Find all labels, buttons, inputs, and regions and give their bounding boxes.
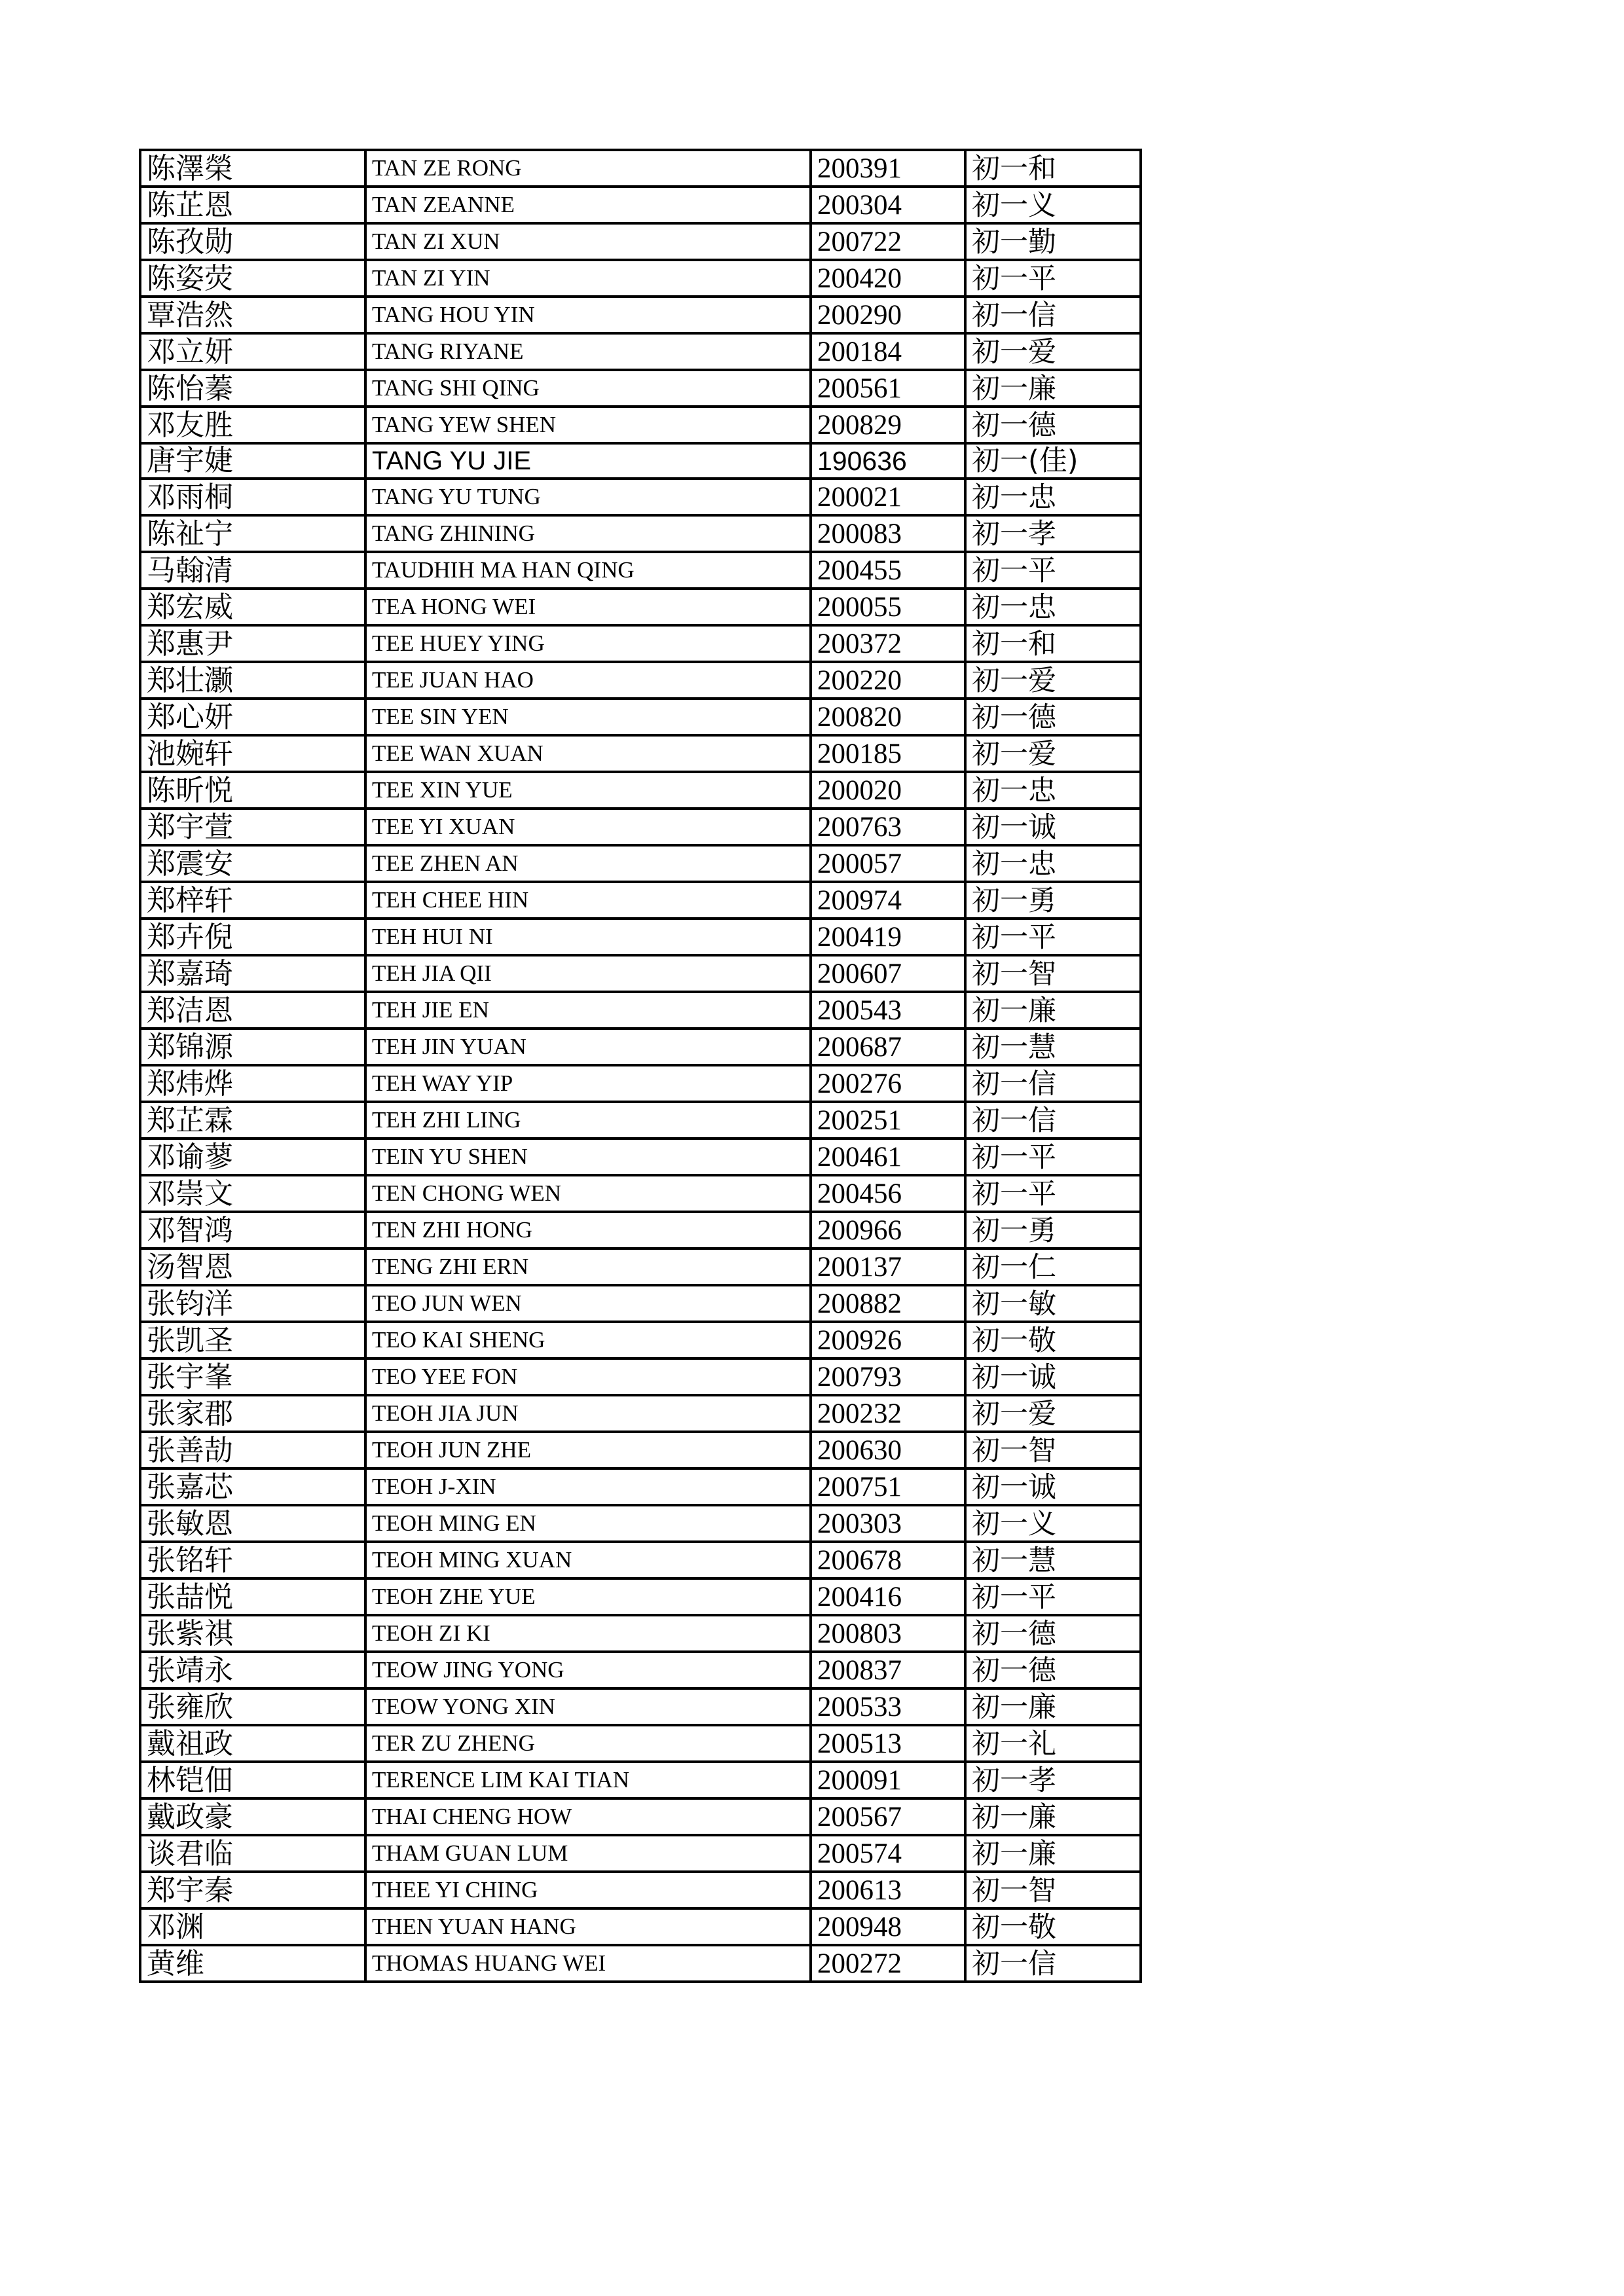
english-name-cell: THEN YUAN HANG — [365, 1908, 811, 1945]
student-id-cell: 200687 — [811, 1029, 965, 1065]
chinese-name-cell: 林铠佃 — [140, 1762, 365, 1798]
student-id-cell: 200966 — [811, 1212, 965, 1248]
student-id-cell: 200137 — [811, 1248, 965, 1285]
class-cell: 初一廉 — [965, 1798, 1141, 1835]
class-cell: 初一慧 — [965, 1029, 1141, 1065]
table-row — [140, 1395, 1141, 1432]
table-row — [140, 1908, 1141, 1945]
chinese-name-cell: 郑锦源 — [140, 1029, 365, 1065]
student-id-cell: 200290 — [811, 297, 965, 333]
chinese-name-cell: 邓雨桐 — [140, 479, 365, 515]
student-id-cell: 200607 — [811, 955, 965, 992]
english-name-cell: THOMAS HUANG WEI — [365, 1945, 811, 1982]
english-name-cell: TEOW JING YONG — [365, 1652, 811, 1688]
class-cell: 初一诚 — [965, 1358, 1141, 1395]
class-cell: 初一义 — [965, 1505, 1141, 1542]
student-id-cell: 200461 — [811, 1139, 965, 1175]
table-row — [140, 443, 1141, 479]
english-name-cell: TEOW YONG XIN — [365, 1688, 811, 1725]
table-row — [140, 1432, 1141, 1468]
student-id-cell: 200419 — [811, 919, 965, 955]
table-row — [140, 297, 1141, 333]
chinese-name-cell: 张善劼 — [140, 1432, 365, 1468]
student-id-cell: 200837 — [811, 1652, 965, 1688]
student-id-cell: 200513 — [811, 1725, 965, 1762]
chinese-name-cell: 邓友胜 — [140, 407, 365, 443]
student-id-cell: 200184 — [811, 333, 965, 370]
chinese-name-cell: 陈怡蓁 — [140, 370, 365, 407]
student-id-cell: 200372 — [811, 625, 965, 662]
table-row — [140, 1358, 1141, 1395]
english-name-cell: TEOH JIA JUN — [365, 1395, 811, 1432]
student-id-cell: 200455 — [811, 552, 965, 589]
chinese-name-cell: 郑炜烨 — [140, 1065, 365, 1102]
english-name-cell: TERENCE LIM KAI TIAN — [365, 1762, 811, 1798]
table-row — [140, 1175, 1141, 1212]
chinese-name-cell: 郑芷霖 — [140, 1102, 365, 1139]
class-cell: 初一和 — [965, 625, 1141, 662]
english-name-cell: TEO YEE FON — [365, 1358, 811, 1395]
class-cell: 初一廉 — [965, 1688, 1141, 1725]
class-cell: 初一忠 — [965, 479, 1141, 515]
class-cell: 初一爱 — [965, 1395, 1141, 1432]
table-row — [140, 1029, 1141, 1065]
english-name-cell: TAN ZEANNE — [365, 187, 811, 223]
chinese-name-cell: 谈君临 — [140, 1835, 365, 1872]
class-cell: 初一廉 — [965, 370, 1141, 407]
chinese-name-cell: 黄维 — [140, 1945, 365, 1982]
chinese-name-cell: 张宇峯 — [140, 1358, 365, 1395]
class-cell: 初一智 — [965, 1432, 1141, 1468]
class-cell: 初一德 — [965, 699, 1141, 735]
table-row — [140, 1102, 1141, 1139]
student-id-cell: 200829 — [811, 407, 965, 443]
class-cell: 初一忠 — [965, 845, 1141, 882]
english-name-cell: TANG ZHINING — [365, 515, 811, 552]
chinese-name-cell: 张家郡 — [140, 1395, 365, 1432]
english-name-cell: TEE XIN YUE — [365, 772, 811, 809]
table-row — [140, 735, 1141, 772]
class-cell: 初一忠 — [965, 772, 1141, 809]
class-cell: 初一勇 — [965, 1212, 1141, 1248]
class-cell: 初一信 — [965, 297, 1141, 333]
english-name-cell: TEE ZHEN AN — [365, 845, 811, 882]
table-row — [140, 955, 1141, 992]
table-row — [140, 1578, 1141, 1615]
table-row — [140, 1285, 1141, 1322]
chinese-name-cell: 戴祖政 — [140, 1725, 365, 1762]
english-name-cell: TEH WAY YIP — [365, 1065, 811, 1102]
class-cell: 初一廉 — [965, 1835, 1141, 1872]
chinese-name-cell: 张敏恩 — [140, 1505, 365, 1542]
table-row — [140, 1725, 1141, 1762]
student-id-cell: 200232 — [811, 1395, 965, 1432]
table-row — [140, 1065, 1141, 1102]
english-name-cell: TEH ZHI LING — [365, 1102, 811, 1139]
student-id-cell: 200304 — [811, 187, 965, 223]
class-cell: 初一爱 — [965, 333, 1141, 370]
student-id-cell: 200974 — [811, 882, 965, 919]
table-row — [140, 150, 1141, 187]
english-name-cell: TEOH ZI KI — [365, 1615, 811, 1652]
chinese-name-cell: 郑惠尹 — [140, 625, 365, 662]
table-row — [140, 772, 1141, 809]
english-name-cell: TANG HOU YIN — [365, 297, 811, 333]
table-row — [140, 1798, 1141, 1835]
class-cell: 初一德 — [965, 407, 1141, 443]
student-id-cell: 200416 — [811, 1578, 965, 1615]
table-row — [140, 1835, 1141, 1872]
student-id-cell: 200630 — [811, 1432, 965, 1468]
chinese-name-cell: 陈澤榮 — [140, 150, 365, 187]
table-row — [140, 1139, 1141, 1175]
english-name-cell: TEO JUN WEN — [365, 1285, 811, 1322]
chinese-name-cell: 邓智鸿 — [140, 1212, 365, 1248]
class-cell: 初一平 — [965, 260, 1141, 297]
chinese-name-cell: 陈姿荧 — [140, 260, 365, 297]
student-id-cell: 200055 — [811, 589, 965, 625]
class-cell: 初一仁 — [965, 1248, 1141, 1285]
english-name-cell: TER ZU ZHENG — [365, 1725, 811, 1762]
chinese-name-cell: 张钧洋 — [140, 1285, 365, 1322]
chinese-name-cell: 陈芷恩 — [140, 187, 365, 223]
student-id-cell: 200020 — [811, 772, 965, 809]
class-cell: 初一平 — [965, 1578, 1141, 1615]
student-id-cell: 200574 — [811, 1835, 965, 1872]
chinese-name-cell: 汤智恩 — [140, 1248, 365, 1285]
student-id-cell: 200561 — [811, 370, 965, 407]
english-name-cell: TANG YU TUNG — [365, 479, 811, 515]
student-id-cell: 200420 — [811, 260, 965, 297]
student-id-cell: 200220 — [811, 662, 965, 699]
class-cell: 初一德 — [965, 1652, 1141, 1688]
student-id-cell: 200543 — [811, 992, 965, 1029]
class-cell: 初一孝 — [965, 515, 1141, 552]
class-cell: 初一敬 — [965, 1908, 1141, 1945]
table-row — [140, 260, 1141, 297]
chinese-name-cell: 邓立妍 — [140, 333, 365, 370]
chinese-name-cell: 陈昕悦 — [140, 772, 365, 809]
chinese-name-cell: 张靖永 — [140, 1652, 365, 1688]
table-row — [140, 625, 1141, 662]
student-id-cell: 200185 — [811, 735, 965, 772]
chinese-name-cell: 郑心妍 — [140, 699, 365, 735]
english-name-cell: TEE SIN YEN — [365, 699, 811, 735]
table-row — [140, 333, 1141, 370]
table-row — [140, 699, 1141, 735]
class-cell: 初一勇 — [965, 882, 1141, 919]
class-cell: 初一诚 — [965, 809, 1141, 845]
student-id-cell: 200567 — [811, 1798, 965, 1835]
chinese-name-cell: 邓崇文 — [140, 1175, 365, 1212]
table-row — [140, 919, 1141, 955]
chinese-name-cell: 马翰清 — [140, 552, 365, 589]
chinese-name-cell: 张嘉芯 — [140, 1468, 365, 1505]
table-row — [140, 1615, 1141, 1652]
class-cell: 初一平 — [965, 919, 1141, 955]
class-cell: 初一爱 — [965, 662, 1141, 699]
class-cell: 初一智 — [965, 955, 1141, 992]
english-name-cell: TEE JUAN HAO — [365, 662, 811, 699]
class-cell: 初一(佳) — [965, 443, 1141, 479]
table-row — [140, 515, 1141, 552]
table-row — [140, 992, 1141, 1029]
table-row — [140, 223, 1141, 260]
chinese-name-cell: 张紫祺 — [140, 1615, 365, 1652]
table-row — [140, 187, 1141, 223]
table-row — [140, 1762, 1141, 1798]
class-cell: 初一忠 — [965, 589, 1141, 625]
table-row — [140, 1542, 1141, 1578]
chinese-name-cell: 张铭轩 — [140, 1542, 365, 1578]
student-id-cell: 200882 — [811, 1285, 965, 1322]
english-name-cell: TEH JIA QII — [365, 955, 811, 992]
student-id-cell: 200948 — [811, 1908, 965, 1945]
table-row — [140, 552, 1141, 589]
student-id-cell: 200678 — [811, 1542, 965, 1578]
english-name-cell: THAI CHENG HOW — [365, 1798, 811, 1835]
english-name-cell: TEH JIE EN — [365, 992, 811, 1029]
student-roster-table — [139, 149, 1142, 1983]
chinese-name-cell: 邓渊 — [140, 1908, 365, 1945]
english-name-cell: TANG YEW SHEN — [365, 407, 811, 443]
student-id-cell: 200021 — [811, 479, 965, 515]
class-cell: 初一和 — [965, 150, 1141, 187]
class-cell: 初一勤 — [965, 223, 1141, 260]
chinese-name-cell: 郑宇秦 — [140, 1872, 365, 1908]
class-cell: 初一慧 — [965, 1542, 1141, 1578]
class-cell: 初一礼 — [965, 1725, 1141, 1762]
table-row — [140, 407, 1141, 443]
english-name-cell: TANG YU JIE — [365, 443, 811, 479]
chinese-name-cell: 郑卉倪 — [140, 919, 365, 955]
english-name-cell: THAM GUAN LUM — [365, 1835, 811, 1872]
english-name-cell: TEH JIN YUAN — [365, 1029, 811, 1065]
roster-body — [140, 150, 1141, 1982]
class-cell: 初一平 — [965, 552, 1141, 589]
chinese-name-cell: 覃浩然 — [140, 297, 365, 333]
table-row — [140, 1872, 1141, 1908]
student-id-cell: 200456 — [811, 1175, 965, 1212]
chinese-name-cell: 戴政豪 — [140, 1798, 365, 1835]
table-row — [140, 479, 1141, 515]
english-name-cell: TEE HUEY YING — [365, 625, 811, 662]
table-row — [140, 1468, 1141, 1505]
student-id-cell: 200276 — [811, 1065, 965, 1102]
student-id-cell: 200091 — [811, 1762, 965, 1798]
student-id-cell: 200613 — [811, 1872, 965, 1908]
class-cell: 初一爱 — [965, 735, 1141, 772]
english-name-cell: TEOH J-XIN — [365, 1468, 811, 1505]
english-name-cell: TEO KAI SHENG — [365, 1322, 811, 1358]
class-cell: 初一智 — [965, 1872, 1141, 1908]
english-name-cell: TEN ZHI HONG — [365, 1212, 811, 1248]
table-row — [140, 1688, 1141, 1725]
student-id-cell: 200803 — [811, 1615, 965, 1652]
class-cell: 初一信 — [965, 1065, 1141, 1102]
chinese-name-cell: 张凯圣 — [140, 1322, 365, 1358]
class-cell: 初一义 — [965, 187, 1141, 223]
chinese-name-cell: 郑震安 — [140, 845, 365, 882]
table-row — [140, 882, 1141, 919]
student-id-cell: 200751 — [811, 1468, 965, 1505]
table-row — [140, 1945, 1141, 1982]
chinese-name-cell: 郑嘉琦 — [140, 955, 365, 992]
chinese-name-cell: 郑壮灏 — [140, 662, 365, 699]
table-row — [140, 845, 1141, 882]
table-row — [140, 1212, 1141, 1248]
student-id-cell: 200533 — [811, 1688, 965, 1725]
student-id-cell: 200303 — [811, 1505, 965, 1542]
english-name-cell: TAN ZI XUN — [365, 223, 811, 260]
chinese-name-cell: 池婉轩 — [140, 735, 365, 772]
chinese-name-cell: 陈祉宁 — [140, 515, 365, 552]
class-cell: 初一信 — [965, 1102, 1141, 1139]
class-cell: 初一孝 — [965, 1762, 1141, 1798]
table-row — [140, 589, 1141, 625]
class-cell: 初一廉 — [965, 992, 1141, 1029]
student-id-cell: 200722 — [811, 223, 965, 260]
english-name-cell: TANG RIYANE — [365, 333, 811, 370]
english-name-cell: THEE YI CHING — [365, 1872, 811, 1908]
chinese-name-cell: 唐宇婕 — [140, 443, 365, 479]
chinese-name-cell: 张喆悦 — [140, 1578, 365, 1615]
class-cell: 初一诚 — [965, 1468, 1141, 1505]
student-id-cell: 200391 — [811, 150, 965, 187]
chinese-name-cell: 张雍欣 — [140, 1688, 365, 1725]
english-name-cell: TEE WAN XUAN — [365, 735, 811, 772]
english-name-cell: TAUDHIH MA HAN QING — [365, 552, 811, 589]
english-name-cell: TEIN YU SHEN — [365, 1139, 811, 1175]
table-row — [140, 1322, 1141, 1358]
english-name-cell: TAN ZI YIN — [365, 260, 811, 297]
student-id-cell: 200251 — [811, 1102, 965, 1139]
chinese-name-cell: 郑洁恩 — [140, 992, 365, 1029]
student-id-cell: 200820 — [811, 699, 965, 735]
class-cell: 初一敏 — [965, 1285, 1141, 1322]
table-row — [140, 809, 1141, 845]
class-cell: 初一敬 — [965, 1322, 1141, 1358]
student-id-cell: 200057 — [811, 845, 965, 882]
english-name-cell: TEOH ZHE YUE — [365, 1578, 811, 1615]
chinese-name-cell: 邓谕蓼 — [140, 1139, 365, 1175]
english-name-cell: TEOH MING EN — [365, 1505, 811, 1542]
class-cell: 初一平 — [965, 1175, 1141, 1212]
chinese-name-cell: 陈孜勋 — [140, 223, 365, 260]
table-row — [140, 662, 1141, 699]
class-cell: 初一信 — [965, 1945, 1141, 1982]
chinese-name-cell: 郑梓轩 — [140, 882, 365, 919]
student-id-cell: 200083 — [811, 515, 965, 552]
student-id-cell: 190636 — [811, 443, 965, 479]
student-id-cell: 200272 — [811, 1945, 965, 1982]
student-id-cell: 200763 — [811, 809, 965, 845]
student-id-cell: 200793 — [811, 1358, 965, 1395]
class-cell: 初一平 — [965, 1139, 1141, 1175]
english-name-cell: TEE YI XUAN — [365, 809, 811, 845]
table-row — [140, 1652, 1141, 1688]
english-name-cell: TANG SHI QING — [365, 370, 811, 407]
english-name-cell: TAN ZE RONG — [365, 150, 811, 187]
chinese-name-cell: 郑宏威 — [140, 589, 365, 625]
table-row — [140, 1248, 1141, 1285]
english-name-cell: TEH HUI NI — [365, 919, 811, 955]
table-row — [140, 370, 1141, 407]
english-name-cell: TEA HONG WEI — [365, 589, 811, 625]
chinese-name-cell: 郑宇萱 — [140, 809, 365, 845]
class-cell: 初一德 — [965, 1615, 1141, 1652]
english-name-cell: TENG ZHI ERN — [365, 1248, 811, 1285]
english-name-cell: TEH CHEE HIN — [365, 882, 811, 919]
english-name-cell: TEN CHONG WEN — [365, 1175, 811, 1212]
english-name-cell: TEOH JUN ZHE — [365, 1432, 811, 1468]
student-id-cell: 200926 — [811, 1322, 965, 1358]
table-row — [140, 1505, 1141, 1542]
english-name-cell: TEOH MING XUAN — [365, 1542, 811, 1578]
